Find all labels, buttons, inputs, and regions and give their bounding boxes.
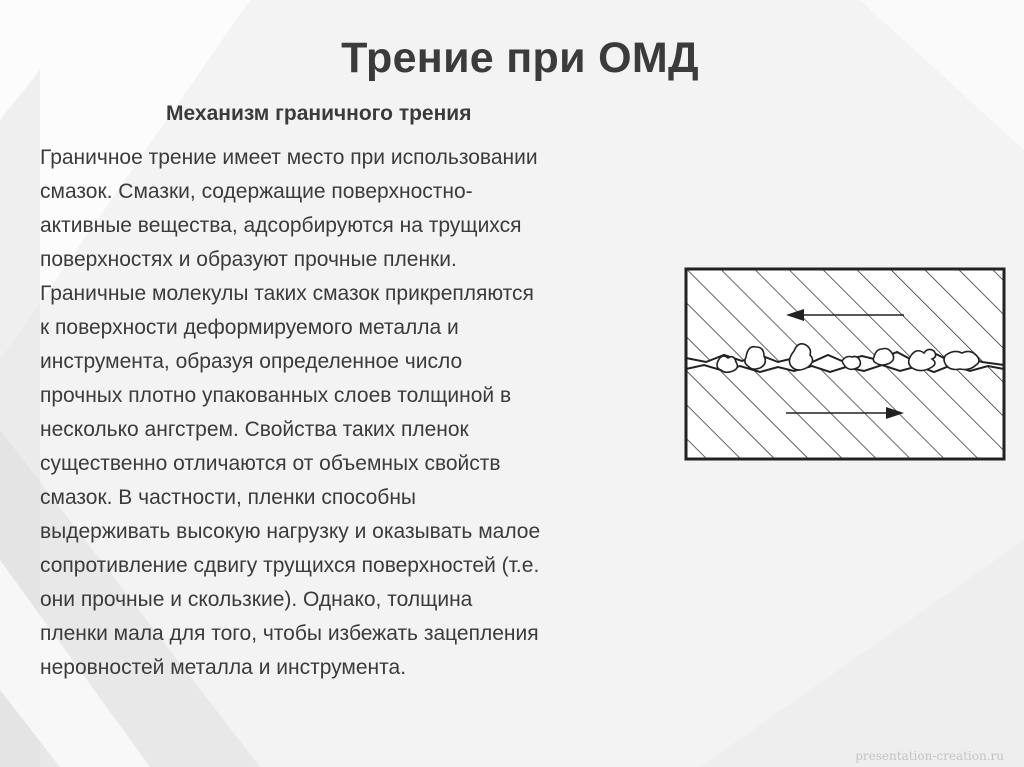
metal-surface	[686, 361, 1004, 459]
watermark: presentation-creation.ru	[855, 749, 1004, 763]
page-title: Трение при ОМД	[341, 34, 699, 82]
boundary-friction-diagram	[682, 265, 1010, 463]
body-paragraph: Граничное трение имеет место при использовании смазок. Смазки, содержащие поверхностно- активные вещества, адсорбируются на трущихся поверхностях и образуют прочные пленки. Граничные молекулы таких смазок прикрепляются к поверхности деформируемого металла и инструмента, образуя определенное число прочных плотно упакованных слоев толщиной в несколько ангстрем. Свойства таких пленок существенно отличаются от объемных свойств смазок. В частности, пленки способны выдерживать высокую нагрузку и оказывать малое сопротивление сдвигу трущихся поверхностей (т.е. они прочные и скользкие). Однако, толщина пленки мала для того, чтобы избежать зацепления неровностей металла и инструмента.	[40, 146, 541, 679]
section-subtitle: Механизм граничного трения	[166, 102, 472, 125]
